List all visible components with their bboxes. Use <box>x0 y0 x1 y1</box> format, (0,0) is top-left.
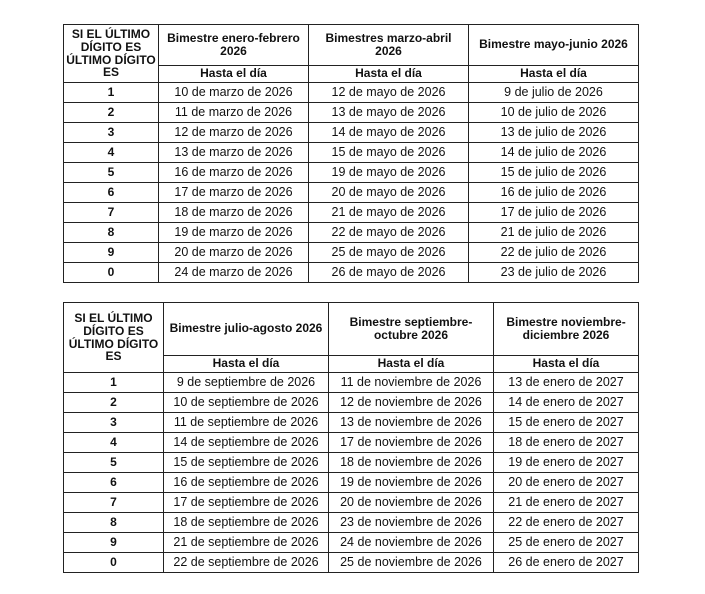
digit-cell: 6 <box>64 473 164 493</box>
date-cell: 23 de julio de 2026 <box>469 263 639 283</box>
date-cell: 9 de julio de 2026 <box>469 83 639 103</box>
table-row <box>64 553 639 573</box>
schedule-table-first-half <box>63 24 639 283</box>
digit-cell: 7 <box>64 203 159 223</box>
date-cell: 18 de noviembre de 2026 <box>329 453 494 473</box>
date-cell: 16 de julio de 2026 <box>469 183 639 203</box>
column-header-enero-febrero: Bimestre enero-febrero 2026 <box>159 25 309 66</box>
column-subheader: Hasta el día <box>164 356 329 373</box>
date-cell: 26 de enero de 2027 <box>494 553 639 573</box>
digit-cell: 9 <box>64 533 164 553</box>
date-cell: 19 de enero de 2027 <box>494 453 639 473</box>
digit-cell: 8 <box>64 513 164 533</box>
table-row <box>64 453 639 473</box>
digit-cell: 0 <box>64 553 164 573</box>
date-cell: 11 de noviembre de 2026 <box>329 373 494 393</box>
table-row <box>64 203 639 223</box>
digit-column-header: SI EL ÚLTIMO DÍGITO ES ÚLTIMO DÍGITO ES <box>64 25 159 83</box>
date-cell: 10 de septiembre de 2026 <box>164 393 329 413</box>
table-row <box>64 373 639 393</box>
date-cell: 14 de enero de 2027 <box>494 393 639 413</box>
date-cell: 12 de mayo de 2026 <box>309 83 469 103</box>
digit-cell: 8 <box>64 223 159 243</box>
column-subheader: Hasta el día <box>494 356 639 373</box>
table-row <box>64 83 639 103</box>
table-row <box>64 163 639 183</box>
table-row <box>64 513 639 533</box>
table-row <box>64 263 639 283</box>
digit-cell: 5 <box>64 453 164 473</box>
date-cell: 13 de marzo de 2026 <box>159 143 309 163</box>
date-cell: 15 de julio de 2026 <box>469 163 639 183</box>
date-cell: 12 de noviembre de 2026 <box>329 393 494 413</box>
column-subheader: Hasta el día <box>309 66 469 83</box>
date-cell: 15 de enero de 2027 <box>494 413 639 433</box>
date-cell: 22 de julio de 2026 <box>469 243 639 263</box>
date-cell: 17 de noviembre de 2026 <box>329 433 494 453</box>
date-cell: 14 de mayo de 2026 <box>309 123 469 143</box>
table-row <box>64 103 639 123</box>
date-cell: 25 de noviembre de 2026 <box>329 553 494 573</box>
date-cell: 10 de marzo de 2026 <box>159 83 309 103</box>
date-cell: 15 de mayo de 2026 <box>309 143 469 163</box>
date-cell: 20 de noviembre de 2026 <box>329 493 494 513</box>
date-cell: 14 de septiembre de 2026 <box>164 433 329 453</box>
table-row <box>64 533 639 553</box>
date-cell: 10 de julio de 2026 <box>469 103 639 123</box>
table-row <box>64 183 639 203</box>
date-cell: 13 de enero de 2027 <box>494 373 639 393</box>
digit-cell: 4 <box>64 433 164 453</box>
column-subheader: Hasta el día <box>469 66 639 83</box>
date-cell: 23 de noviembre de 2026 <box>329 513 494 533</box>
column-subheader: Hasta el día <box>159 66 309 83</box>
digit-cell: 1 <box>64 83 159 103</box>
table-row <box>64 243 639 263</box>
digit-cell: 6 <box>64 183 159 203</box>
table-row <box>64 493 639 513</box>
digit-cell: 2 <box>64 393 164 413</box>
column-subheader: Hasta el día <box>329 356 494 373</box>
date-cell: 22 de enero de 2027 <box>494 513 639 533</box>
date-cell: 22 de mayo de 2026 <box>309 223 469 243</box>
date-cell: 15 de septiembre de 2026 <box>164 453 329 473</box>
digit-cell: 4 <box>64 143 159 163</box>
digit-cell: 2 <box>64 103 159 123</box>
date-cell: 18 de marzo de 2026 <box>159 203 309 223</box>
date-cell: 20 de marzo de 2026 <box>159 243 309 263</box>
table-row <box>64 223 639 243</box>
date-cell: 17 de marzo de 2026 <box>159 183 309 203</box>
date-cell: 17 de septiembre de 2026 <box>164 493 329 513</box>
date-cell: 11 de septiembre de 2026 <box>164 413 329 433</box>
date-cell: 22 de septiembre de 2026 <box>164 553 329 573</box>
digit-cell: 3 <box>64 123 159 143</box>
date-cell: 18 de septiembre de 2026 <box>164 513 329 533</box>
table-row <box>64 433 639 453</box>
table-row <box>64 123 639 143</box>
date-cell: 19 de noviembre de 2026 <box>329 473 494 493</box>
column-header-noviembre-diciembre: Bimestre noviembre-diciembre 2026 <box>494 303 639 356</box>
date-cell: 16 de septiembre de 2026 <box>164 473 329 493</box>
date-cell: 9 de septiembre de 2026 <box>164 373 329 393</box>
date-cell: 13 de noviembre de 2026 <box>329 413 494 433</box>
date-cell: 20 de mayo de 2026 <box>309 183 469 203</box>
table-row <box>64 413 639 433</box>
date-cell: 14 de julio de 2026 <box>469 143 639 163</box>
digit-cell: 9 <box>64 243 159 263</box>
date-cell: 16 de marzo de 2026 <box>159 163 309 183</box>
digit-cell: 3 <box>64 413 164 433</box>
digit-cell: 5 <box>64 163 159 183</box>
date-cell: 11 de marzo de 2026 <box>159 103 309 123</box>
date-cell: 25 de mayo de 2026 <box>309 243 469 263</box>
digit-cell: 1 <box>64 373 164 393</box>
table-row <box>64 473 639 493</box>
date-cell: 13 de mayo de 2026 <box>309 103 469 123</box>
column-header-julio-agosto: Bimestre julio-agosto 2026 <box>164 303 329 356</box>
digit-column-header: SI EL ÚLTIMO DÍGITO ES ÚLTIMO DÍGITO ES <box>64 303 164 373</box>
column-header-septiembre-octubre: Bimestre septiembre-octubre 2026 <box>329 303 494 356</box>
schedule-table-second-half <box>63 302 639 573</box>
table-row <box>64 393 639 413</box>
date-cell: 12 de marzo de 2026 <box>159 123 309 143</box>
date-cell: 21 de enero de 2027 <box>494 493 639 513</box>
digit-cell: 7 <box>64 493 164 513</box>
date-cell: 21 de julio de 2026 <box>469 223 639 243</box>
digit-cell: 0 <box>64 263 159 283</box>
column-header-marzo-abril: Bimestres marzo-abril 2026 <box>309 25 469 66</box>
date-cell: 19 de mayo de 2026 <box>309 163 469 183</box>
date-cell: 21 de mayo de 2026 <box>309 203 469 223</box>
date-cell: 21 de septiembre de 2026 <box>164 533 329 553</box>
date-cell: 26 de mayo de 2026 <box>309 263 469 283</box>
date-cell: 25 de enero de 2027 <box>494 533 639 553</box>
date-cell: 19 de marzo de 2026 <box>159 223 309 243</box>
date-cell: 13 de julio de 2026 <box>469 123 639 143</box>
date-cell: 20 de enero de 2027 <box>494 473 639 493</box>
column-header-mayo-junio: Bimestre mayo-junio 2026 <box>469 25 639 66</box>
date-cell: 18 de enero de 2027 <box>494 433 639 453</box>
table-row <box>64 143 639 163</box>
date-cell: 24 de marzo de 2026 <box>159 263 309 283</box>
date-cell: 24 de noviembre de 2026 <box>329 533 494 553</box>
date-cell: 17 de julio de 2026 <box>469 203 639 223</box>
